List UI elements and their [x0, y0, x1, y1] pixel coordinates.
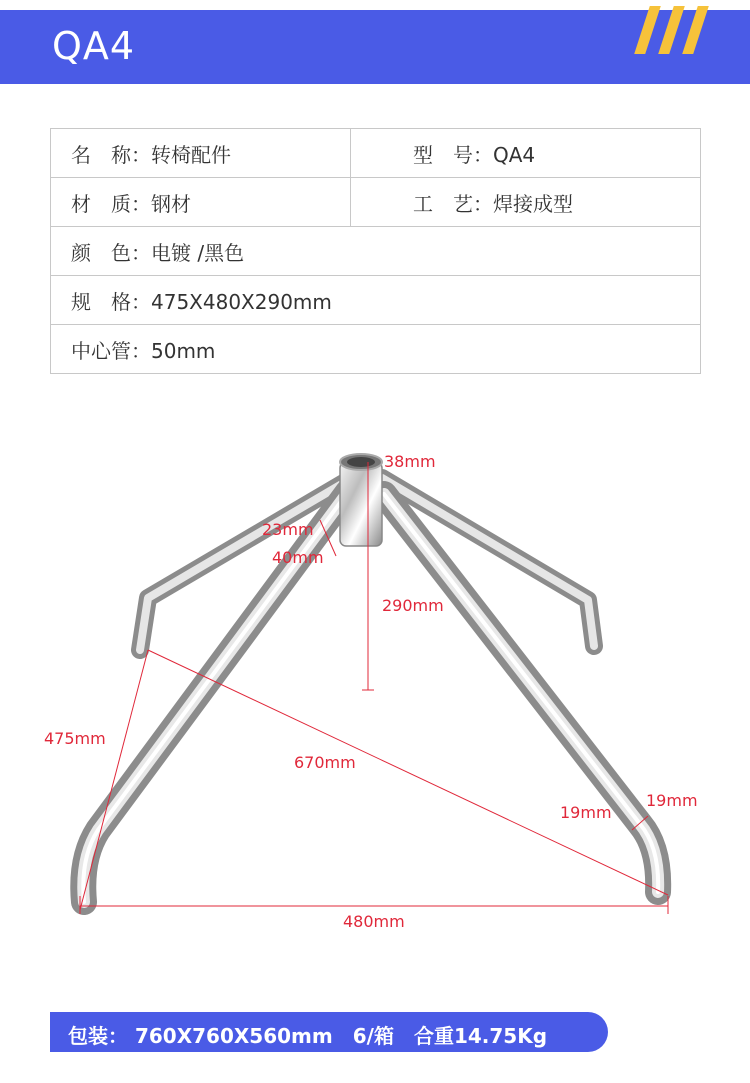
model-value: QA4 [493, 142, 536, 167]
spec-row-4 [51, 276, 701, 325]
dim-480mm: 480mm [343, 912, 405, 931]
color-label: 颜 色： [71, 240, 151, 265]
packaging-bar [50, 1012, 608, 1052]
tube-label: 中心管： [71, 338, 151, 363]
spec-process-cell [351, 178, 701, 227]
dim-19mm-left: 19mm [560, 803, 612, 822]
center-tube [340, 454, 382, 546]
name-value: 转椅配件 [151, 142, 231, 167]
process-value: 焊接成型 [493, 191, 573, 216]
packaging-text: 包装： 760X760X560mm 6/箱 合重14.75Kg [68, 1024, 548, 1048]
material-label: 材 质： [71, 191, 151, 216]
spec-table [50, 128, 701, 374]
spec-color-cell [51, 227, 701, 276]
name-label: 名 称： [71, 142, 151, 167]
dim-290mm: 290mm [382, 596, 444, 615]
chair-base-diagram [0, 420, 750, 940]
spec-row-5 [51, 325, 701, 374]
dim-19mm-right: 19mm [646, 791, 698, 810]
decorative-stripes-icon [638, 6, 706, 54]
color-value: 电镀 /黑色 [151, 240, 245, 265]
size-label: 规 格： [71, 289, 151, 314]
spec-name-cell [51, 129, 351, 178]
dim-38mm: 38mm [384, 452, 436, 471]
dim-23mm: 23mm [262, 520, 314, 539]
material-value: 钢材 [151, 191, 191, 216]
spec-size-cell [51, 276, 701, 325]
dim-40mm: 40mm [272, 548, 324, 567]
spec-tube-cell [51, 325, 701, 374]
dim-475mm: 475mm [44, 729, 106, 748]
process-label: 工 艺： [413, 191, 493, 216]
tube-value: 50mm [151, 338, 216, 363]
model-label: 型 号： [413, 142, 493, 167]
spec-row-2 [51, 178, 701, 227]
page-title: QA4 [52, 24, 136, 68]
size-value: 475X480X290mm [151, 289, 332, 314]
chair-base-image [83, 454, 658, 902]
spec-row-1 [51, 129, 701, 178]
spec-material-cell [51, 178, 351, 227]
spec-row-3 [51, 227, 701, 276]
dim-670mm: 670mm [294, 753, 356, 772]
header-banner [0, 10, 750, 84]
spec-model-cell [351, 129, 701, 178]
